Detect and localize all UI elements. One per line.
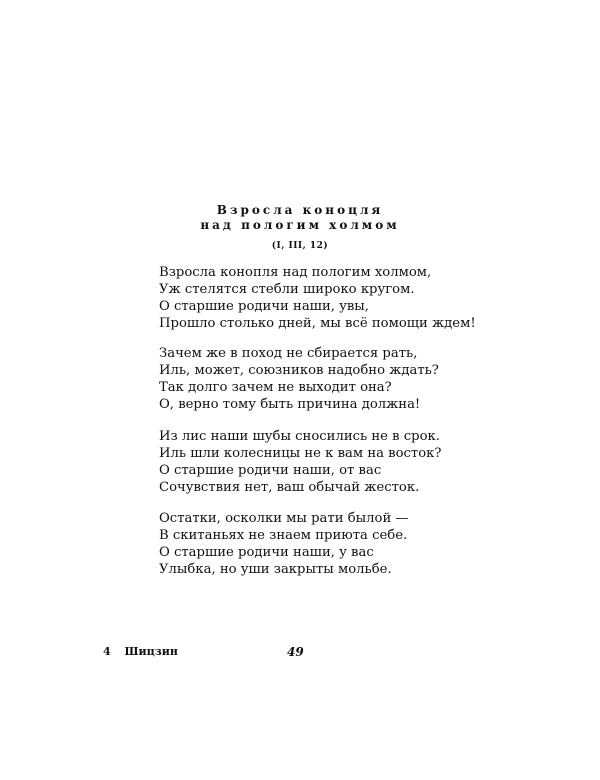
stanza-3 [159, 428, 459, 496]
poem-line: Взросла конопля над пологим холмом, [159, 265, 432, 280]
signature-mark [103, 645, 178, 658]
poem-line: Зачем же в поход не сбирается рать, [159, 346, 418, 361]
poem-line: О старшие родичи наши, у вас [159, 545, 374, 560]
signature-name: Шицзин [124, 645, 178, 658]
poem-line: Остатки, осколки мы рати былой — [159, 511, 409, 526]
poem-line: Из лис наши шубы сносились не в срок. [159, 429, 440, 444]
poem-line: Так долго зачем не выходит она? [159, 380, 392, 395]
stanza-4 [159, 510, 459, 578]
poem-reference: (I, III, 12) [271, 241, 329, 251]
signature-number: 4 [103, 645, 111, 658]
poem-line: В скитаньях не знаем приюта себе. [159, 528, 408, 543]
poem-line: О старшие родичи наши, увы, [159, 299, 369, 314]
poem-line: Иль, может, союзников надобно ждать? [159, 363, 439, 378]
poem-line: О старшие родичи наши, от вас [159, 463, 382, 478]
poem-line: Иль шли колесницы не к вам на восток? [159, 446, 442, 461]
poem-line: Прошло столько дней, мы всё помощи ждем! [159, 316, 476, 331]
poem-title-line-2: над пологим холмом [200, 218, 400, 232]
stanza-2 [159, 345, 459, 413]
poem-title-line-1: Взросла коноцля [216, 203, 384, 217]
poem-line: Сочувствия нет, ваш обычай жесток. [159, 480, 420, 495]
poem-line: О, верно тому быть причина должна! [159, 397, 421, 412]
poem-line: Улыбка, но уши закрыты мольбе. [159, 562, 392, 577]
stanza-1 [159, 264, 476, 332]
poem-line: Уж стелятся стебли широко кругом. [159, 282, 415, 297]
page-number: 49 [287, 645, 304, 659]
